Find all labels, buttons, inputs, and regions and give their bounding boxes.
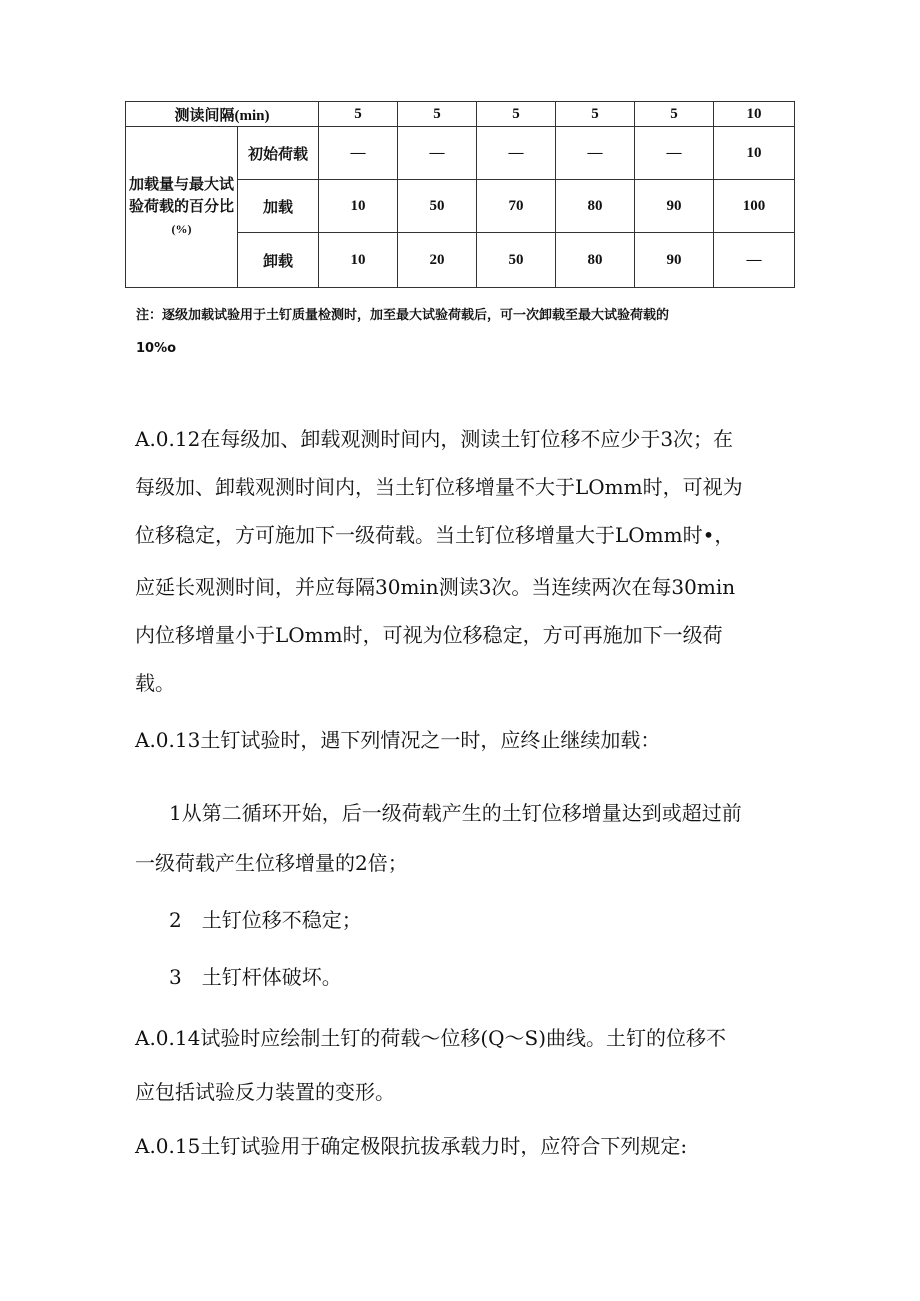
table-cell: — bbox=[398, 127, 477, 180]
clause-a012-line-5: 内位移增量小于LOmm时，可视为位移稳定，方可再施加下一级荷 bbox=[135, 623, 723, 647]
row-label-unloading: 卸载 bbox=[238, 233, 319, 288]
group-label-line: (%) bbox=[171, 222, 192, 236]
interval-header: 测读间隔(min) bbox=[126, 102, 319, 127]
table-row-interval bbox=[126, 102, 795, 127]
item-1-line-2: 一级荷载产生位移增量的2倍； bbox=[135, 851, 408, 875]
table-cell: 10 bbox=[714, 127, 795, 180]
clause-a014-line-2: 应包括试验反力装置的变形。 bbox=[135, 1080, 395, 1104]
loading-table bbox=[125, 101, 795, 288]
table-cell: — bbox=[635, 127, 714, 180]
table-cell: 10 bbox=[319, 180, 398, 233]
clause-a015: A.0.15土钉试验用于确定极限抗拔承载力时，应符合下列规定: bbox=[135, 1134, 688, 1158]
group-label bbox=[126, 127, 238, 288]
table-cell: 5 bbox=[477, 102, 556, 127]
clause-a013: A.0.13土钉试验时，遇下列情况之一时，应终止继续加载： bbox=[135, 728, 661, 752]
table-cell: — bbox=[319, 127, 398, 180]
item-1-line-1: 1从第二循环开始，后一级荷载产生的土钉位移增量达到或超过前 bbox=[169, 801, 742, 825]
table-cell: 90 bbox=[635, 233, 714, 288]
table-cell: 90 bbox=[635, 180, 714, 233]
clause-a012-line-1: A.0.12在每级加、卸载观测时间内，测读土钉位移不应少于3次；在 bbox=[135, 427, 734, 451]
table-cell: 5 bbox=[398, 102, 477, 127]
table-note-line-2: 10%o bbox=[136, 341, 177, 356]
table-row-initial bbox=[126, 127, 795, 180]
table-cell: — bbox=[556, 127, 635, 180]
table-cell: 70 bbox=[477, 180, 556, 233]
table-cell: 80 bbox=[556, 233, 635, 288]
clause-a012-line-4: 应延长观测时间，并应每隔30min测读3次。当连续两次在每30min bbox=[135, 575, 736, 599]
table-cell: 20 bbox=[398, 233, 477, 288]
table-cell: 5 bbox=[635, 102, 714, 127]
item-2: 2 土钉位移不稳定； bbox=[169, 908, 362, 932]
table-note-line-1: 注：逐级加载试验用于土钉质量检测时，加至最大试验荷载后，可一次卸载至最大试验荷载的 bbox=[136, 308, 670, 323]
clause-a012-line-6: 载。 bbox=[135, 671, 175, 695]
table-cell: 50 bbox=[477, 233, 556, 288]
item-3: 3 土钉杆体破坏。 bbox=[169, 965, 342, 989]
table-cell: 10 bbox=[714, 102, 795, 127]
table-cell: — bbox=[714, 233, 795, 288]
table-cell: — bbox=[477, 127, 556, 180]
table-cell: 5 bbox=[319, 102, 398, 127]
clause-a012-line-2: 每级加、卸载观测时间内，当土钉位移增量不大于LOmm时，可视为 bbox=[135, 475, 743, 499]
table-cell: 80 bbox=[556, 180, 635, 233]
table-cell: 5 bbox=[556, 102, 635, 127]
table-cell: 50 bbox=[398, 180, 477, 233]
row-label-loading: 加载 bbox=[238, 180, 319, 233]
clause-a012-line-3: 位移稳定，方可施加下一级荷载。当土钉位移增量大于LOmm时•， bbox=[135, 523, 735, 547]
table-cell: 100 bbox=[714, 180, 795, 233]
clause-a014-line-1: A.0.14试验时应绘制土钉的荷载～位移(Q～S)曲线。土钉的位移不 bbox=[135, 1026, 727, 1050]
row-label-initial: 初始荷载 bbox=[238, 127, 319, 180]
table-cell: 10 bbox=[319, 233, 398, 288]
group-label-line: 加载量与最大试 bbox=[128, 177, 234, 193]
group-label-line: 验荷载的百分比 bbox=[128, 199, 234, 215]
